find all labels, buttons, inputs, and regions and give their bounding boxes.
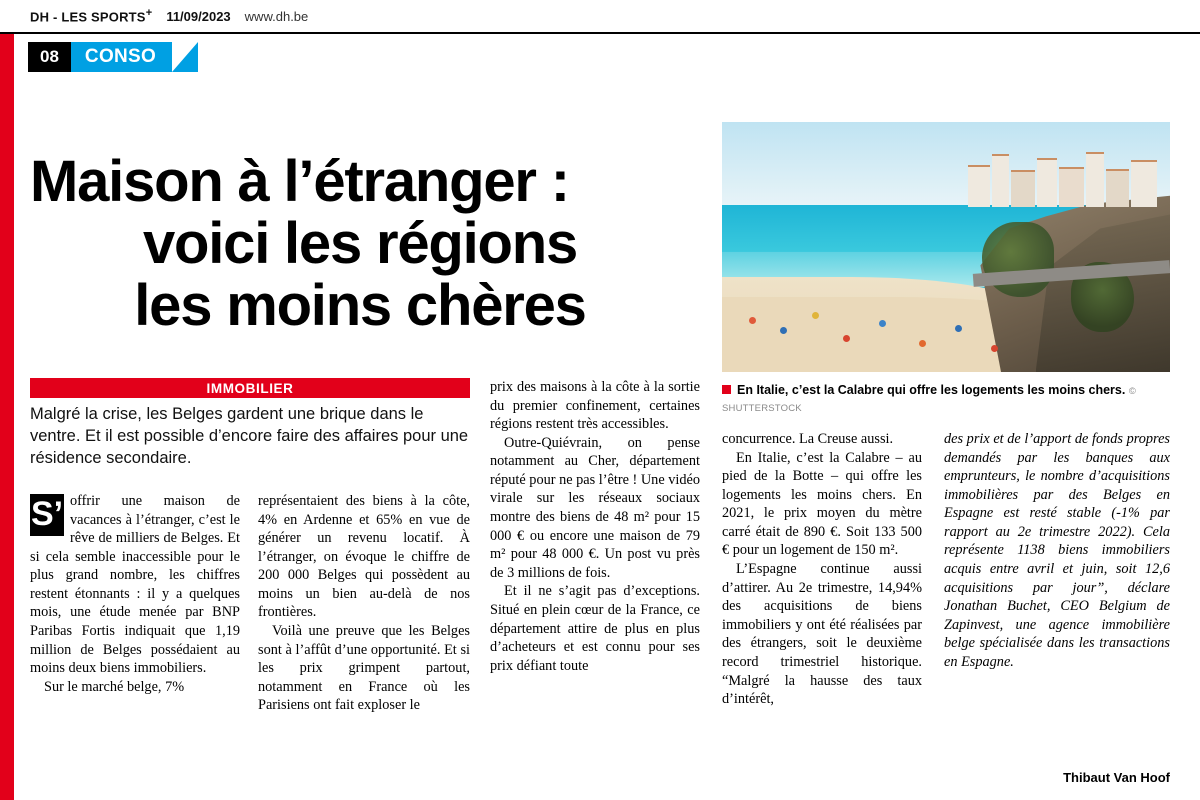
paragraph: des prix et de l’apport de fonds propres demandés par les banques aux emprunteurs, le nombre d’acquisitions immobilières par des Belges en Espagne est resté stable (-1% par rapport au 2e trimestre 2022). Cela représente 1138 biens immobiliers acquis entre avril et juin, soit 12,6 acquisitions par jour”, déclare Jonathan Buchet, CEO Belgium de Zapinvest, une agence immobilière belge spécialisée dans les transactions en Espagne. [944, 431, 1170, 670]
article-photo [722, 122, 1170, 372]
photo-hilltop-town [964, 152, 1161, 207]
photo-vegetation-1 [982, 222, 1054, 297]
photo-parasol [749, 317, 756, 324]
publication-date: 11/09/2023 [166, 8, 231, 24]
caption-text: En Italie, c’est la Calabre qui offre les logements les moins chers. [737, 383, 1126, 397]
photo-parasol [843, 335, 850, 342]
website-url[interactable]: www.dh.be [244, 8, 309, 24]
headline-line-3: les moins chères [134, 272, 586, 338]
masthead [0, 0, 1200, 32]
caption-marker-icon [722, 385, 731, 394]
paragraph: représentaient des biens à la côte, 4% en Ardenne et 65% en vue de générer un revenu locatif. À l’étranger, on évoque le chiffre de 200 000 Belges qui possèdent au moins un bien au-delà de nos frontières. [258, 493, 470, 621]
paragraph [30, 492, 240, 678]
page-title [30, 148, 690, 338]
paragraph: concurrence. La Creuse aussi. [722, 431, 894, 447]
paragraph: Voilà une preuve que les Belges sont à l’affût d’une opportunité. Et si les prix grimpent partout, notamment en France où les Parisiens ont fait exploser le [258, 623, 470, 714]
photo-credit: © SHUTTERSTOCK [722, 386, 1137, 414]
body-column-3 [490, 378, 700, 675]
drop-cap: S’ [30, 494, 64, 536]
photo-illustration [722, 122, 1170, 372]
page-number: 08 [28, 42, 71, 72]
headline-line-2: voici les régions [142, 210, 578, 276]
headline-line-1: Maison à l’étranger : [30, 148, 569, 214]
photo-parasol [919, 340, 926, 347]
header-divider [0, 32, 1200, 34]
paragraph: L’Espagne continue aussi d’attirer. Au 2e trimestre, 14,94% des acquisitions de biens immobiliers y ont été réalisées par des étrangers, soit le deuxième record trimestriel historique. “Malgré la hausse des taux d’intérêt, [722, 561, 922, 708]
category-tag: IMMOBILIER [30, 378, 470, 398]
photo-parasol [991, 345, 998, 352]
section-flag [28, 42, 172, 72]
brand-plus-icon: + [145, 7, 153, 20]
paragraph: En Italie, c’est la Calabre – au pied de la Botte – qui offre les logements les moins chers. En 2021, le prix moyen du mètre carré était de 890 €. Soit 133 500 € pour un logement de 150 m². [722, 449, 922, 559]
paragraph: Sur le marché belge, 7% [44, 678, 185, 695]
photo-caption [722, 382, 1170, 416]
body-column-4 [722, 430, 922, 709]
publication-brand: DH - LES SPORTS+ [30, 7, 153, 25]
section-label: CONSO [71, 42, 172, 72]
photo-parasol [879, 320, 886, 327]
paragraph-text: offrir une maison de vacances à l’étranger, c’est le rêve de milliers de Belges. Et si cela semble inaccessible pour le plus grand nombre, les chiffres restent étonnants : il y a quelques mois, une étude menée par BNP Paribas Fortis indiquait que 1,19 million de Belges possédaient au moins deux biens immobiliers. [30, 493, 240, 677]
body-column-1 [30, 492, 240, 696]
left-accent-bar [0, 34, 14, 800]
paragraph: Outre-Quiévrain, on pense notamment au Cher, département réputé pour ne pas l’être ! Une vidéo virale sur les réseaux sociaux montre des biens de 48 m² pour 15 000 € ou encore une maison de 79 m² pour 48 000 €. Un post vu près de 3 millions de fois. [490, 434, 700, 581]
photo-parasol [955, 325, 962, 332]
article-standfirst: Malgré la crise, les Belges gardent une brique dans le ventre. Et il est possible d’encore faire des affaires pour une résidence secondaire. [30, 405, 469, 467]
article-byline: Thibaut Van Hoof [1063, 770, 1170, 785]
paragraph: Et il ne s’agit pas d’exceptions. Situé en plein cœur de la France, ce département attire de plus en plus d’acheteurs et est connu pour ses prix défiant toute [490, 583, 700, 674]
body-column-2 [258, 492, 470, 715]
paragraph: prix des maisons à la côte à la sortie du premier confinement, certaines régions restent très accessibles. [490, 379, 700, 433]
body-column-5 [944, 430, 1170, 672]
photo-parasol [812, 312, 819, 319]
